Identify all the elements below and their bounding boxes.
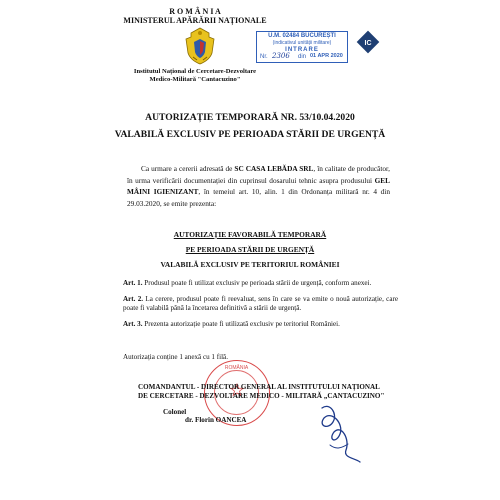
product-name: GEL MÂINI IGIENIZANT (127, 175, 390, 196)
signatory-title-line1: COMANDANTUL - DIRECTOR GENERAL AL INSTITUTULUI NAȚIONAL (138, 383, 380, 391)
signatory-name: dr. Florin OANCEA (185, 416, 247, 424)
document-subtitle: VALABILĂ EXCLUSIV PE PERIOADA STĂRII DE URGENȚĂ (114, 129, 386, 140)
intro-text-c: , în temeiul art. 10, alin. 1 din Ordonanța militară nr. 4 din 29.03.2020, se emite prezenta: (127, 187, 390, 208)
article-text: Prezenta autorizație poate fi utilizată exclusiv pe teritoriul României. (142, 320, 340, 328)
intro-text-b: , în calitate de producător, în urma verificării documentației din cuprinsul dosarului tehnic asupra produsului (127, 164, 391, 185)
intro-paragraph (127, 163, 390, 209)
stamp-indicative-line: (indicativul unității militare) (272, 40, 332, 46)
stamp-intrare-line: INTRARE (285, 47, 319, 53)
handwritten-signature (300, 400, 380, 470)
registration-stamp (256, 31, 348, 63)
ministry-heading: MINISTERUL APĂRĂRII NAȚIONALE (123, 16, 267, 25)
institute-name-line2: Medico-Militară "Cantacuzino" (149, 76, 241, 83)
article-3 (123, 320, 398, 329)
intro-text-a: Ca urmare a cererii adresată de (141, 164, 235, 173)
article-text: Produsul poate fi utilizat exclusiv pe perioada stării de urgență, conform anexei. (142, 279, 372, 287)
document-title: AUTORIZAȚIE TEMPORARĂ NR. 53/10.04.2020 (145, 112, 355, 123)
signatory-rank: Colonel (163, 408, 187, 416)
signatory-title-line2: DE CERCETARE - DEZVOLTARE MEDICO - MILITARĂ „CANTACUZINO" (138, 392, 385, 400)
article-label: Art. 3. (123, 320, 143, 328)
stamp-unit-line: U.M. 02484 BUCUREȘTI (268, 33, 336, 39)
authorization-line1: AUTORIZAȚIE FAVORABILĂ TEMPORARĂ (173, 230, 327, 239)
institute-name-line1: Institutul Național de Cercetare-Dezvoltare (133, 68, 257, 75)
certification-logo-text: IC (364, 40, 372, 47)
article-1 (123, 279, 398, 288)
article-text: La cerere, produsul poate fi reevaluat, sens în care se va emite o nouă autorizație, care poate fi valabilă până la încetarea definitivă a stării de urgență. (123, 295, 398, 312)
stamp-date-value: 01 APR 2020 (310, 53, 343, 59)
article-label: Art. 2. (123, 295, 144, 303)
stamp-nr-label: Nr. (260, 54, 268, 60)
stamp-nr-value: 2306 (272, 52, 290, 60)
stamp-din-label: din (298, 54, 307, 60)
article-label: Art. 1. (123, 279, 143, 287)
authorization-line3: VALABILĂ EXCLUSIV PE TERITORIUL ROMÂNIEI (160, 260, 340, 269)
authorization-line2: PE PERIOADA STĂRII DE URGENȚĂ (185, 245, 315, 254)
authorization-block (110, 227, 390, 272)
country-heading: R O M Â N I A (169, 7, 221, 16)
seal-top-text: ROMÂNIA (224, 365, 249, 371)
company-name: SC CASA LEBĂDA SRL (234, 164, 314, 173)
annex-note: Autorizația conține 1 anexă cu 1 filă. (123, 353, 228, 361)
article-2 (123, 295, 398, 313)
military-crest-icon (185, 27, 215, 65)
certification-logo-icon (356, 30, 380, 54)
